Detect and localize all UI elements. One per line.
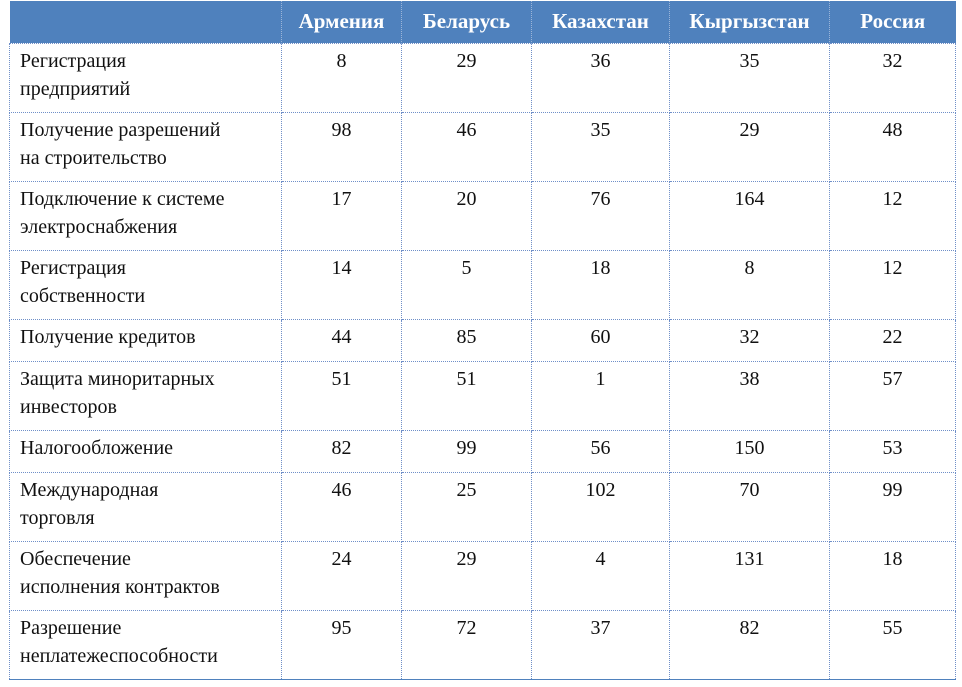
value-cell: 12	[830, 181, 956, 250]
row-label-line: исполнения контрактов	[20, 575, 220, 598]
value-cell: 53	[830, 430, 956, 472]
value-cell: 46	[282, 472, 402, 541]
value-cell: 18	[830, 541, 956, 610]
value-cell: 56	[532, 430, 670, 472]
row-label-line: Регистрация	[20, 49, 126, 72]
row-label-cell	[10, 112, 282, 181]
row-label-line: собственности	[20, 284, 146, 307]
table-row	[10, 430, 956, 472]
row-label-cell	[10, 181, 282, 250]
value-cell: 76	[532, 181, 670, 250]
value-cell: 8	[670, 250, 830, 319]
value-cell: 29	[670, 112, 830, 181]
row-label-line: электроснабжения	[20, 215, 178, 238]
table-row	[10, 361, 956, 430]
value-cell: 24	[282, 541, 402, 610]
header-cell-kazakhstan: Казахстан	[532, 1, 670, 43]
value-cell: 29	[402, 541, 532, 610]
row-label-line: Защита миноритарных	[20, 367, 215, 390]
value-cell: 20	[402, 181, 532, 250]
value-cell: 131	[670, 541, 830, 610]
value-cell: 44	[282, 319, 402, 361]
value-cell: 25	[402, 472, 532, 541]
table-header	[10, 1, 956, 43]
value-cell: 38	[670, 361, 830, 430]
header-cell-russia: Россия	[830, 1, 956, 43]
row-label-line: Получение кредитов	[20, 325, 196, 348]
value-cell: 36	[532, 43, 670, 112]
row-label-line: Налогообложение	[20, 436, 174, 459]
value-cell: 12	[830, 250, 956, 319]
table-row	[10, 472, 956, 541]
value-cell: 35	[670, 43, 830, 112]
header-row	[10, 1, 956, 43]
value-cell: 35	[532, 112, 670, 181]
value-cell: 14	[282, 250, 402, 319]
row-label-cell	[10, 319, 282, 361]
table-row	[10, 319, 956, 361]
table-row	[10, 541, 956, 610]
value-cell: 150	[670, 430, 830, 472]
value-cell: 17	[282, 181, 402, 250]
value-cell: 82	[282, 430, 402, 472]
value-cell: 32	[830, 43, 956, 112]
value-cell: 60	[532, 319, 670, 361]
table-row	[10, 181, 956, 250]
row-label-line: на строительство	[20, 146, 167, 169]
value-cell: 18	[532, 250, 670, 319]
value-cell: 99	[402, 430, 532, 472]
row-label-cell	[10, 43, 282, 112]
value-cell: 95	[282, 610, 402, 679]
row-label-line: неплатежеспособности	[20, 644, 218, 667]
row-label-line: Получение разрешений	[20, 118, 221, 141]
value-cell: 102	[532, 472, 670, 541]
value-cell: 82	[670, 610, 830, 679]
value-cell: 37	[532, 610, 670, 679]
row-label-line: Регистрация	[20, 256, 126, 279]
row-label-line: предприятий	[20, 77, 131, 100]
row-label-line: Подключение к системе	[20, 187, 225, 210]
header-cell-belarus: Беларусь	[402, 1, 532, 43]
value-cell: 22	[830, 319, 956, 361]
row-label-cell	[10, 430, 282, 472]
value-cell: 164	[670, 181, 830, 250]
table-row	[10, 610, 956, 679]
value-cell: 99	[830, 472, 956, 541]
row-label-cell	[10, 361, 282, 430]
row-label-cell	[10, 541, 282, 610]
value-cell: 72	[402, 610, 532, 679]
value-cell: 8	[282, 43, 402, 112]
value-cell: 1	[532, 361, 670, 430]
row-label-line: торговля	[20, 506, 95, 529]
table-body	[10, 43, 956, 679]
value-cell: 70	[670, 472, 830, 541]
value-cell: 51	[282, 361, 402, 430]
value-cell: 98	[282, 112, 402, 181]
value-cell: 5	[402, 250, 532, 319]
table-row	[10, 112, 956, 181]
header-cell-corner	[10, 1, 282, 43]
value-cell: 57	[830, 361, 956, 430]
row-label-line: инвесторов	[20, 395, 117, 418]
row-label-line: Разрешение	[20, 616, 122, 639]
row-label-cell	[10, 472, 282, 541]
value-cell: 48	[830, 112, 956, 181]
value-cell: 55	[830, 610, 956, 679]
header-cell-kyrgyzstan: Кыргызстан	[670, 1, 830, 43]
value-cell: 51	[402, 361, 532, 430]
row-label-line: Международная	[20, 478, 159, 501]
header-cell-armenia: Армения	[282, 1, 402, 43]
rankings-table	[9, 1, 956, 680]
row-label-cell	[10, 250, 282, 319]
value-cell: 29	[402, 43, 532, 112]
table-row	[10, 43, 956, 112]
value-cell: 85	[402, 319, 532, 361]
row-label-line: Обеспечение	[20, 547, 131, 570]
value-cell: 46	[402, 112, 532, 181]
row-label-cell	[10, 610, 282, 679]
value-cell: 4	[532, 541, 670, 610]
value-cell: 32	[670, 319, 830, 361]
table-row	[10, 250, 956, 319]
